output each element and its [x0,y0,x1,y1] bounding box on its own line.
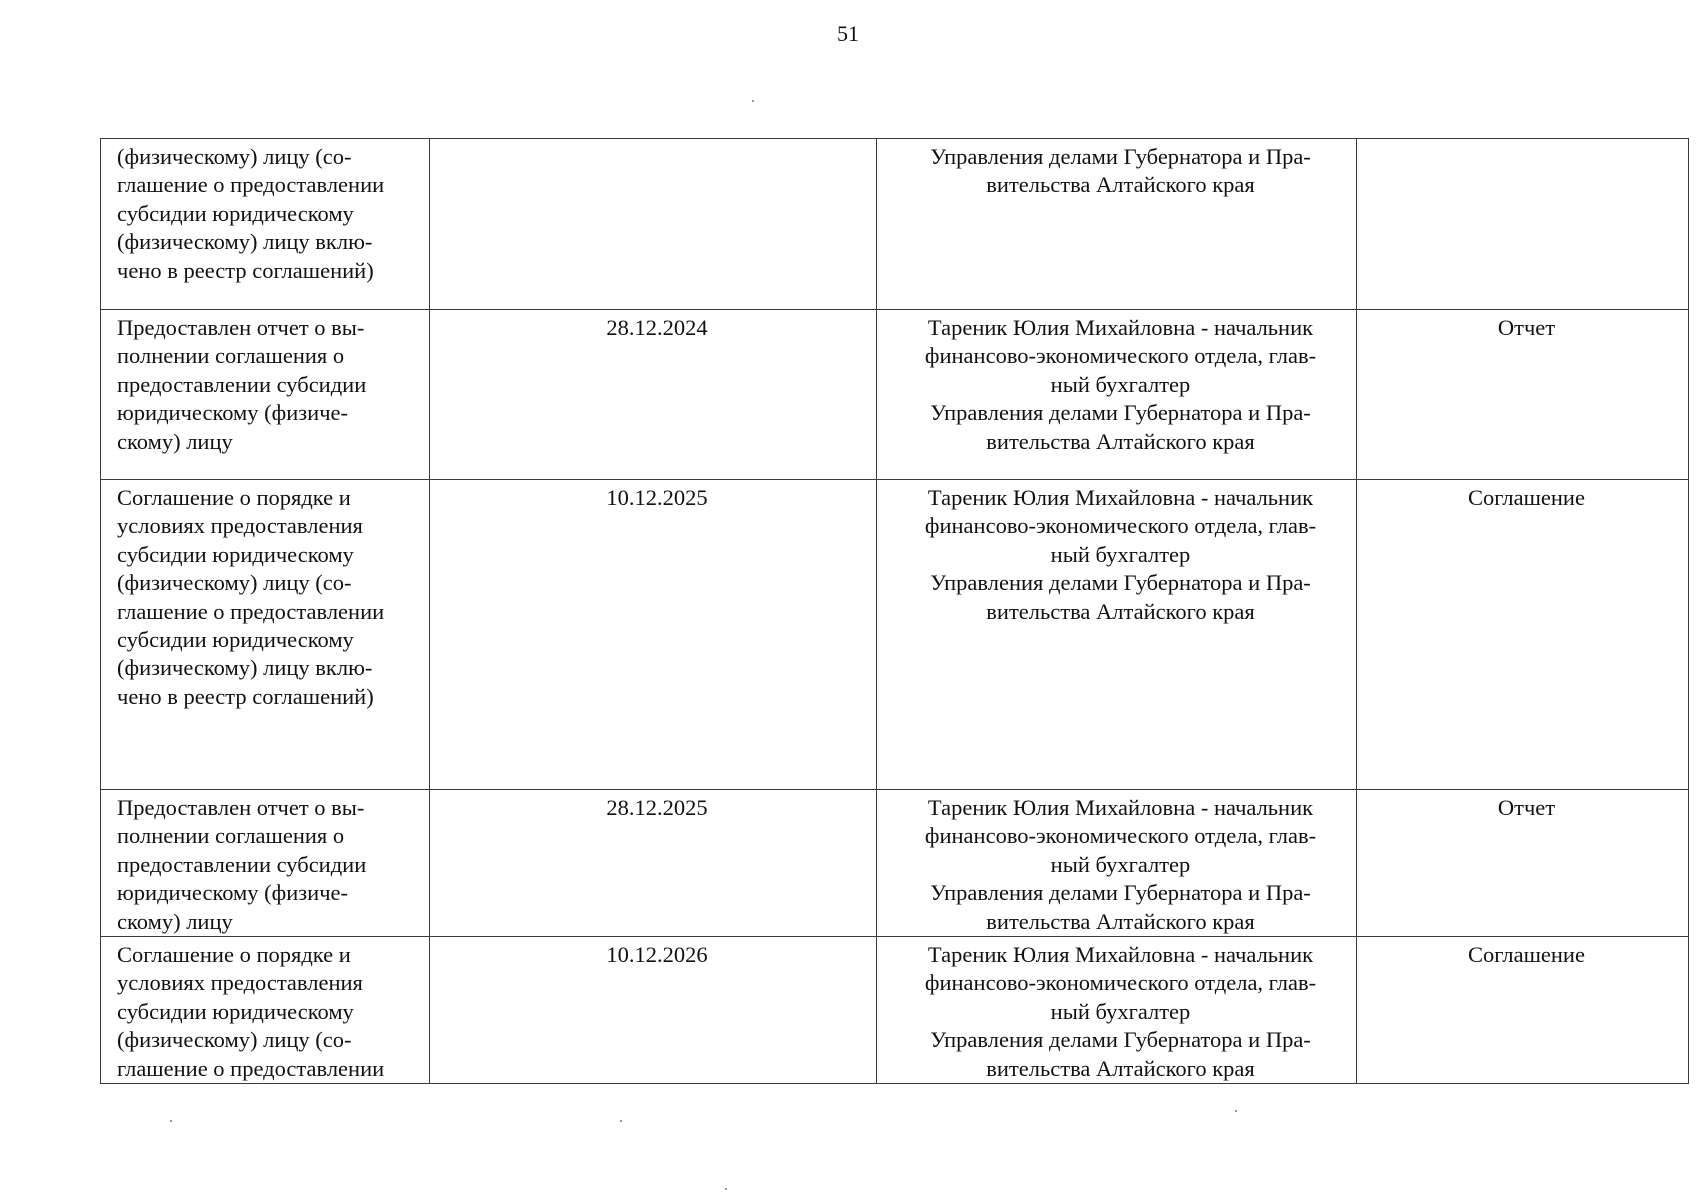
responsible-line: ный бухгалтер [1050,541,1191,567]
responsible-line: ный бухгалтер [1050,371,1191,397]
responsible-line: Тареник Юлия Михайловна - начальник [927,795,1314,820]
responsible-line: финансово-экономического отдела, глав- [924,343,1317,369]
document-cell [1357,139,1689,310]
description-line: юридическому (физиче- [117,880,348,906]
description-cell [101,310,430,480]
responsible-line: ный бухгалтер [1050,998,1191,1024]
date-cell: 10.12.2026 [430,937,877,1084]
description-line: полнении соглашения о [117,343,345,369]
schedule-table [100,138,1689,1084]
responsible-cell [877,139,1357,310]
responsible-line: Управления делами Губернатора и Пра- [930,144,1311,169]
description-line: юридическому (физиче- [117,400,348,426]
description-line: глашение о предоставлении [117,1055,385,1081]
responsible-line: вительства Алтайского края [986,1055,1255,1081]
responsible-line: финансово-экономического отдела, глав- [924,970,1317,996]
responsible-line: Управления делами Губернатора и Пра- [930,1027,1311,1053]
description-line: Предоставлен отчет о вы- [117,795,365,820]
responsible-line: вительства Алтайского края [986,428,1255,454]
responsible-line: вительства Алтайского края [986,908,1255,934]
scan-speck [170,1120,172,1122]
document-cell: Отчет [1357,310,1689,480]
description-cell [101,480,430,790]
description-cell [101,139,430,310]
responsible-line: Управления делами Губернатора и Пра- [930,880,1311,906]
responsible-line: Тареник Юлия Михайловна - начальник [927,315,1314,340]
description-line: субсидии юридическому [117,200,354,226]
responsible-cell [877,480,1357,790]
description-line: субсидии юридическому [117,998,354,1024]
description-line: чено в реестр соглашений) [117,683,374,709]
scan-speck [752,100,754,102]
responsible-line: вительства Алтайского края [986,598,1255,624]
page-number: 51 [837,21,859,46]
description-line: (физическому) лицу (со- [117,1027,352,1053]
description-line: (физическому) лицу вклю- [117,655,373,681]
scan-speck [725,1188,727,1190]
document-cell: Отчет [1357,790,1689,937]
scan-speck [620,1120,622,1122]
description-line: предоставлении субсидии [117,371,367,397]
table-row [101,937,1689,1084]
description-line: чено в реестр соглашений) [117,257,374,283]
date-cell: 28.12.2025 [430,790,877,937]
description-line: субсидии юридическому [117,627,354,653]
table-row [101,790,1689,937]
scan-speck [1235,1110,1237,1112]
table-row [101,480,1689,790]
responsible-line: Тареник Юлия Михайловна - начальник [927,942,1314,968]
description-line: субсидии юридическому [117,541,354,567]
date-cell: 10.12.2025 [430,480,877,790]
responsible-line: Управления делами Губернатора и Пра- [930,400,1311,426]
responsible-cell [877,790,1357,937]
date-cell: 28.12.2024 [430,310,877,480]
description-line: глашение о предоставлении [117,598,385,624]
description-line: условиях предоставления [117,970,363,996]
description-line: (физическому) лицу (со- [117,144,352,169]
date-cell [430,139,877,310]
description-line: полнении соглашения о [117,823,345,849]
description-line: глашение о предоставлении [117,172,385,198]
description-line: (физическому) лицу вклю- [117,229,373,255]
description-line: Соглашение о порядке и [117,485,351,510]
document-cell: Соглашение [1357,480,1689,790]
responsible-line: вительства Алтайского края [986,172,1255,198]
description-line: скому) лицу [117,908,233,934]
description-line: скому) лицу [117,428,233,454]
document-cell: Соглашение [1357,937,1689,1084]
table-row [101,139,1689,310]
responsible-line: финансово-экономического отдела, глав- [924,513,1317,539]
description-line: Предоставлен отчет о вы- [117,315,365,340]
responsible-cell [877,310,1357,480]
description-line: Соглашение о порядке и [117,942,351,968]
responsible-cell [877,937,1357,1084]
description-line: условиях предоставления [117,513,363,539]
responsible-line: Тареник Юлия Михайловна - начальник [927,485,1314,510]
description-line: (физическому) лицу (со- [117,570,352,596]
table-row [101,310,1689,480]
responsible-line: финансово-экономического отдела, глав- [924,823,1317,849]
description-line: предоставлении субсидии [117,851,367,877]
responsible-line: ный бухгалтер [1050,851,1191,877]
responsible-line: Управления делами Губернатора и Пра- [930,570,1311,596]
description-cell [101,790,430,937]
description-cell [101,937,430,1084]
